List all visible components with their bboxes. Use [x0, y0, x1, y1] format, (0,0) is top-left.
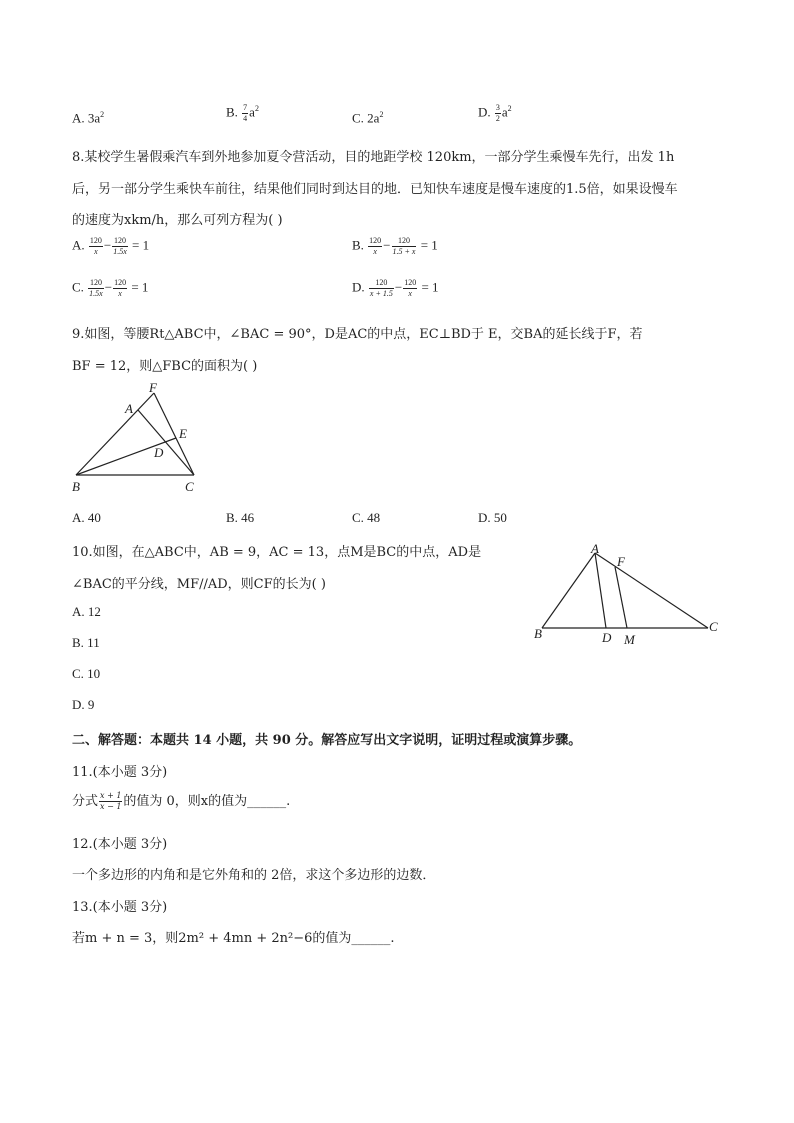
- q12-text: 一个多边形的内角和是它外角和的 2倍，求这个多边形的边数．: [72, 868, 436, 883]
- q9-figure: [60, 378, 220, 503]
- q8-option-a-label: A.: [72, 237, 85, 253]
- q10-option-c[interactable]: C. 10: [72, 666, 101, 681]
- q8-option-c-label: C.: [72, 279, 84, 295]
- q8-c-frac-2: $\frac{120}{x}$: [114, 278, 127, 298]
- q8-option-d[interactable]: [352, 278, 439, 299]
- q7-option-d-frac: $\frac{3}{2}$: [495, 103, 500, 123]
- q10-line-1: 10.如图，在△ABC中，AB = 9，AC = 13，点M是BC的中点，AD是: [72, 545, 482, 560]
- q8-a-minus: −: [103, 237, 112, 253]
- q10-option-d[interactable]: D. 9: [72, 697, 95, 712]
- q8-b-frac-2: $\frac{120}{1.5 + x}$: [392, 236, 416, 256]
- q10-label-b: B: [534, 626, 542, 641]
- q7-option-b[interactable]: [226, 103, 259, 124]
- q8-d-frac-1: $\frac{120}{x + 1.5}$: [369, 278, 393, 298]
- q7-option-b-exp: 2: [254, 104, 259, 114]
- q8-c-rhs: = 1: [131, 279, 149, 295]
- q9-label-d: D: [154, 445, 164, 460]
- q7-option-d-exp: 2: [507, 104, 512, 114]
- q8-a-frac-1: $\frac{120}{x}$: [89, 236, 102, 256]
- q9-line-2: BF = 12，则△FBC的面积为( ): [72, 359, 258, 374]
- q8-option-c[interactable]: [72, 278, 148, 299]
- q9-label-c: C: [185, 479, 194, 494]
- q10-label-d: D: [602, 630, 612, 645]
- q10-line-ab: [542, 553, 595, 628]
- q9-label-b: B: [72, 479, 80, 494]
- q7-option-a[interactable]: [72, 110, 104, 126]
- q8-line-2: 后，另一部分学生乘快车前往，结果他们同时到达目的地．已知快车速度是慢车速度的1.5倍，如果设慢车: [72, 182, 678, 197]
- q9-option-c[interactable]: C. 48: [352, 510, 381, 525]
- q12-header: 12.(本小题 3分): [72, 837, 168, 852]
- q9-option-b[interactable]: B. 46: [226, 510, 255, 525]
- q8-b-minus: −: [383, 237, 391, 253]
- q10-line-mf: [615, 567, 627, 628]
- q9-label-f: F: [149, 380, 157, 395]
- q8-d-rhs: = 1: [421, 279, 439, 295]
- q7-option-b-var: a: [249, 104, 255, 120]
- q7-option-a-expr: 3a: [87, 110, 101, 126]
- q11-frac: $\frac{x + 1}{x - 1}$: [100, 791, 122, 811]
- q8-option-b-label: B.: [352, 237, 364, 253]
- q10-label-c: C: [709, 619, 718, 634]
- q7-option-c[interactable]: [352, 110, 383, 126]
- q8-d-frac-2: $\frac{120}{x}$: [404, 278, 417, 298]
- q10-line-2: ∠BAC的平分线，MF//AD，则CF的长为( ): [72, 577, 326, 592]
- q8-line-3: 的速度为xkm/h，那么可列方程为( ): [72, 213, 283, 228]
- q9-option-d[interactable]: D. 50: [478, 510, 507, 525]
- q7-option-c-exp: 2: [379, 110, 384, 119]
- q8-a-rhs: = 1: [132, 237, 150, 253]
- q10-label-m: M: [624, 632, 635, 647]
- q7-option-d-label: D.: [478, 104, 491, 120]
- q11-header: 11.(本小题 3分): [72, 765, 168, 780]
- q9-label-a: A: [125, 401, 133, 416]
- q13-text: 若m + n = 3，则2m² + 4mn + 2n²−6的值为______.: [72, 931, 395, 946]
- q7-option-d[interactable]: [478, 103, 512, 124]
- q7-option-a-exp: 2: [100, 110, 105, 119]
- q10-label-f: F: [617, 554, 625, 569]
- q10-line-ac: [595, 553, 708, 628]
- q11-text: [72, 790, 290, 812]
- q8-b-frac-1: $\frac{120}{x}$: [369, 236, 382, 256]
- q9-line-bf: [76, 393, 154, 475]
- q10-option-a[interactable]: A. 12: [72, 604, 101, 619]
- q9-line-ac: [138, 410, 194, 475]
- section-2-heading: 二、解答题：本题共 14 小题，共 90 分。解答应写出文字说明，证明过程或演算步骤。: [72, 733, 582, 748]
- q7-option-c-expr: 2a: [367, 110, 380, 126]
- q8-option-a[interactable]: [72, 236, 149, 257]
- q10-option-b[interactable]: B. 11: [72, 635, 100, 650]
- q8-line-1: 8.某校学生暑假乘汽车到外地参加夏令营活动，目的地距学校 120km，一部分学生乘慢车先行，出发 1h: [72, 150, 675, 165]
- q8-option-b[interactable]: [352, 236, 438, 257]
- q7-option-b-frac: $\frac{7}{4}$: [243, 103, 248, 123]
- q9-line-fc: [154, 393, 194, 475]
- q9-label-e: E: [179, 426, 187, 441]
- q11-post: 的值为 0，则x的值为______.: [123, 794, 291, 809]
- q13-header: 13.(本小题 3分): [72, 900, 168, 915]
- q9-option-a[interactable]: A. 40: [72, 510, 101, 525]
- q9-line-1: 9.如图，等腰Rt△ABC中，∠BAC = 90°，D是AC的中点，EC⊥BD于 E，交BA的延长线于F，若: [72, 327, 643, 342]
- q10-line-ad: [595, 553, 606, 628]
- q10-label-a: A: [591, 541, 599, 556]
- q8-a-frac-2: $\frac{120}{1.5x}$: [113, 236, 127, 256]
- q7-option-a-label: A.: [72, 110, 85, 126]
- q7-option-d-var: a: [501, 104, 508, 120]
- q7-option-c-label: C.: [352, 110, 364, 126]
- q8-b-rhs: = 1: [420, 237, 438, 253]
- q8-d-minus: −: [394, 279, 403, 295]
- q8-c-frac-1: $\frac{120}{1.5x}$: [89, 278, 103, 298]
- q11-pre: 分式: [72, 794, 99, 809]
- q8-option-d-label: D.: [352, 279, 365, 295]
- q7-option-b-label: B.: [226, 104, 238, 120]
- q8-c-minus: −: [104, 279, 113, 295]
- q10-figure: [528, 540, 728, 650]
